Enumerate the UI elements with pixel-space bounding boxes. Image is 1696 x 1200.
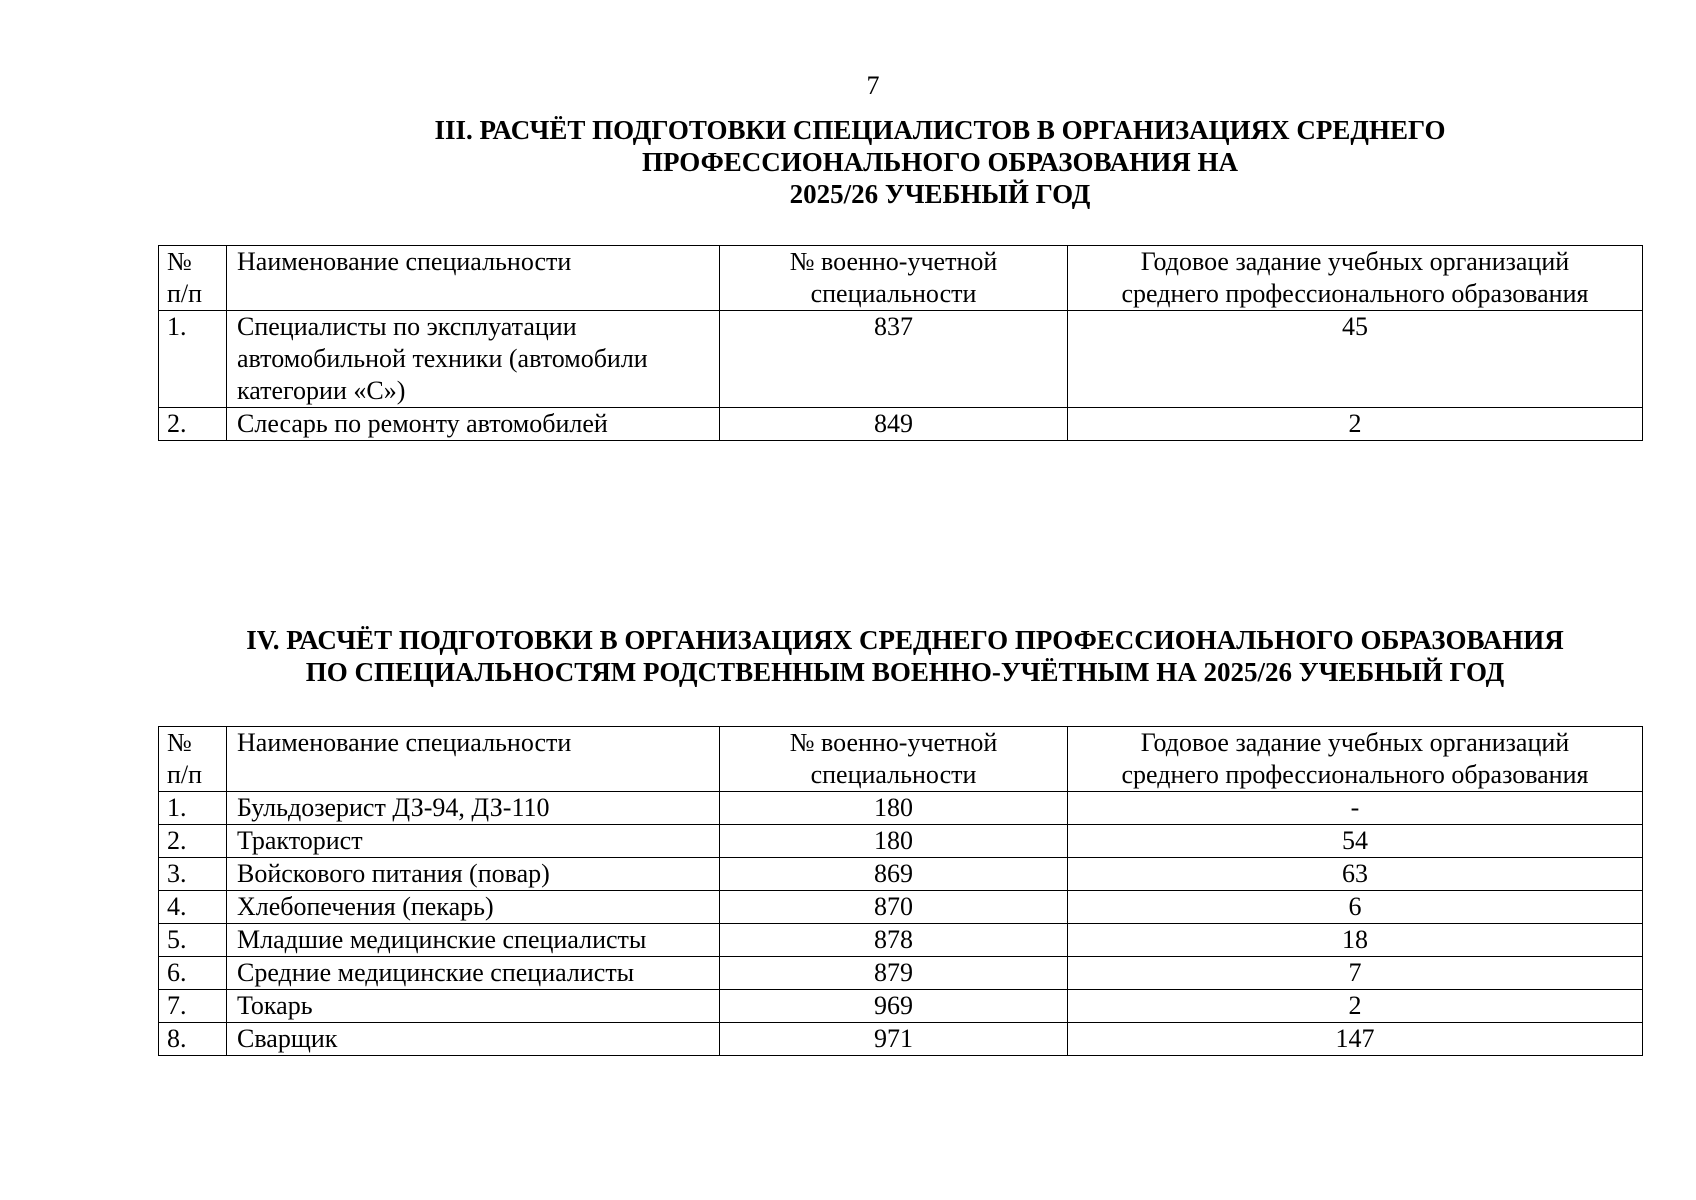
row-num: 2. xyxy=(159,408,227,441)
row-annual-task: 45 xyxy=(1068,311,1643,408)
section-3-title-line: 2025/26 УЧЕБНЫЙ ГОД xyxy=(789,179,1091,209)
row-vus: 849 xyxy=(720,408,1068,441)
row-specialty-name: Средние медицинские специалисты xyxy=(227,957,720,990)
header-num-line: № xyxy=(167,728,192,757)
table-row xyxy=(159,825,1643,858)
table-row xyxy=(159,792,1643,825)
header-vus xyxy=(720,246,1068,311)
header-num xyxy=(159,727,227,792)
table-row xyxy=(159,858,1643,891)
section-4-title-line: ПО СПЕЦИАЛЬНОСТЯМ РОДСТВЕННЫМ ВОЕННО-УЧЁТНЫМ НА 2025/26 УЧЕБНЫЙ ГОД xyxy=(305,657,1505,687)
header-task-line: среднего профессионального образования xyxy=(1121,279,1589,308)
row-annual-task: 18 xyxy=(1068,924,1643,957)
row-specialty-name: Тракторист xyxy=(227,825,720,858)
row-specialty-name: Сварщик xyxy=(227,1023,720,1056)
section-3-title-line: III. РАСЧЁТ ПОДГОТОВКИ СПЕЦИАЛИСТОВ В ОРГАНИЗАЦИЯХ СРЕДНЕГО xyxy=(434,115,1446,145)
header-annual-task xyxy=(1068,727,1643,792)
table-row xyxy=(159,957,1643,990)
header-annual-task xyxy=(1068,246,1643,311)
section-4-title xyxy=(150,624,1660,688)
section-4-title-line: IV. РАСЧЁТ ПОДГОТОВКИ В ОРГАНИЗАЦИЯХ СРЕДНЕГО ПРОФЕССИОНАЛЬНОГО ОБРАЗОВАНИЯ xyxy=(246,625,1564,655)
table-row xyxy=(159,1023,1643,1056)
row-annual-task: 2 xyxy=(1068,408,1643,441)
row-vus: 971 xyxy=(720,1023,1068,1056)
table-header-row xyxy=(159,727,1643,792)
table-row xyxy=(159,990,1643,1023)
row-vus: 879 xyxy=(720,957,1068,990)
section-3-title xyxy=(340,114,1540,210)
header-vus-line: специальности xyxy=(810,760,977,789)
table-header-row xyxy=(159,246,1643,311)
row-num: 7. xyxy=(159,990,227,1023)
row-specialty-name: Войскового питания (повар) xyxy=(227,858,720,891)
header-num-line: п/п xyxy=(167,760,203,789)
row-specialty-name-line: категории «С») xyxy=(237,376,406,405)
header-task-line: среднего профессионального образования xyxy=(1121,760,1589,789)
row-vus: 180 xyxy=(720,825,1068,858)
row-num: 5. xyxy=(159,924,227,957)
row-annual-task: 63 xyxy=(1068,858,1643,891)
header-task-line: Годовое задание учебных организаций xyxy=(1140,728,1570,757)
row-vus: 969 xyxy=(720,990,1068,1023)
row-specialty-name: Бульдозерист ДЗ-94, ДЗ-110 xyxy=(227,792,720,825)
header-vus xyxy=(720,727,1068,792)
header-vus-line: № военно-учетной xyxy=(789,247,998,276)
table-row xyxy=(159,408,1643,441)
row-annual-task: - xyxy=(1068,792,1643,825)
row-annual-task: 54 xyxy=(1068,825,1643,858)
row-num: 1. xyxy=(159,792,227,825)
row-num: 2. xyxy=(159,825,227,858)
section-3-title-line: ПРОФЕССИОНАЛЬНОГО ОБРАЗОВАНИЯ НА xyxy=(641,147,1239,177)
row-annual-task: 2 xyxy=(1068,990,1643,1023)
row-annual-task: 147 xyxy=(1068,1023,1643,1056)
row-specialty-name: Токарь xyxy=(227,990,720,1023)
row-specialty-name-line: Специалисты по эксплуатации xyxy=(237,312,577,341)
row-vus: 878 xyxy=(720,924,1068,957)
header-num-line: п/п xyxy=(167,279,203,308)
table-row xyxy=(159,311,1643,408)
header-num xyxy=(159,246,227,311)
row-num: 3. xyxy=(159,858,227,891)
section-3-table xyxy=(158,245,1643,441)
row-specialty-name-line: автомобильной техники (автомобили xyxy=(237,344,648,373)
row-specialty-name xyxy=(227,311,720,408)
row-num: 8. xyxy=(159,1023,227,1056)
row-vus: 869 xyxy=(720,858,1068,891)
header-vus-line: № военно-учетной xyxy=(789,728,998,757)
row-num: 4. xyxy=(159,891,227,924)
row-vus: 837 xyxy=(720,311,1068,408)
header-task-line: Годовое задание учебных организаций xyxy=(1140,247,1570,276)
row-num: 1. xyxy=(159,311,227,408)
table-row xyxy=(159,924,1643,957)
header-vus-line: специальности xyxy=(810,279,977,308)
row-vus: 180 xyxy=(720,792,1068,825)
row-annual-task: 6 xyxy=(1068,891,1643,924)
page-number: 7 xyxy=(866,71,880,100)
row-specialty-name: Младшие медицинские специалисты xyxy=(227,924,720,957)
row-annual-task: 7 xyxy=(1068,957,1643,990)
row-vus: 870 xyxy=(720,891,1068,924)
header-num-line: № xyxy=(167,247,192,276)
row-num: 6. xyxy=(159,957,227,990)
row-specialty-name: Слесарь по ремонту автомобилей xyxy=(227,408,720,441)
header-specialty-name: Наименование специальности xyxy=(227,727,720,792)
header-specialty-name: Наименование специальности xyxy=(227,246,720,311)
row-specialty-name: Хлебопечения (пекарь) xyxy=(227,891,720,924)
table-row xyxy=(159,891,1643,924)
section-4-table xyxy=(158,726,1643,1056)
